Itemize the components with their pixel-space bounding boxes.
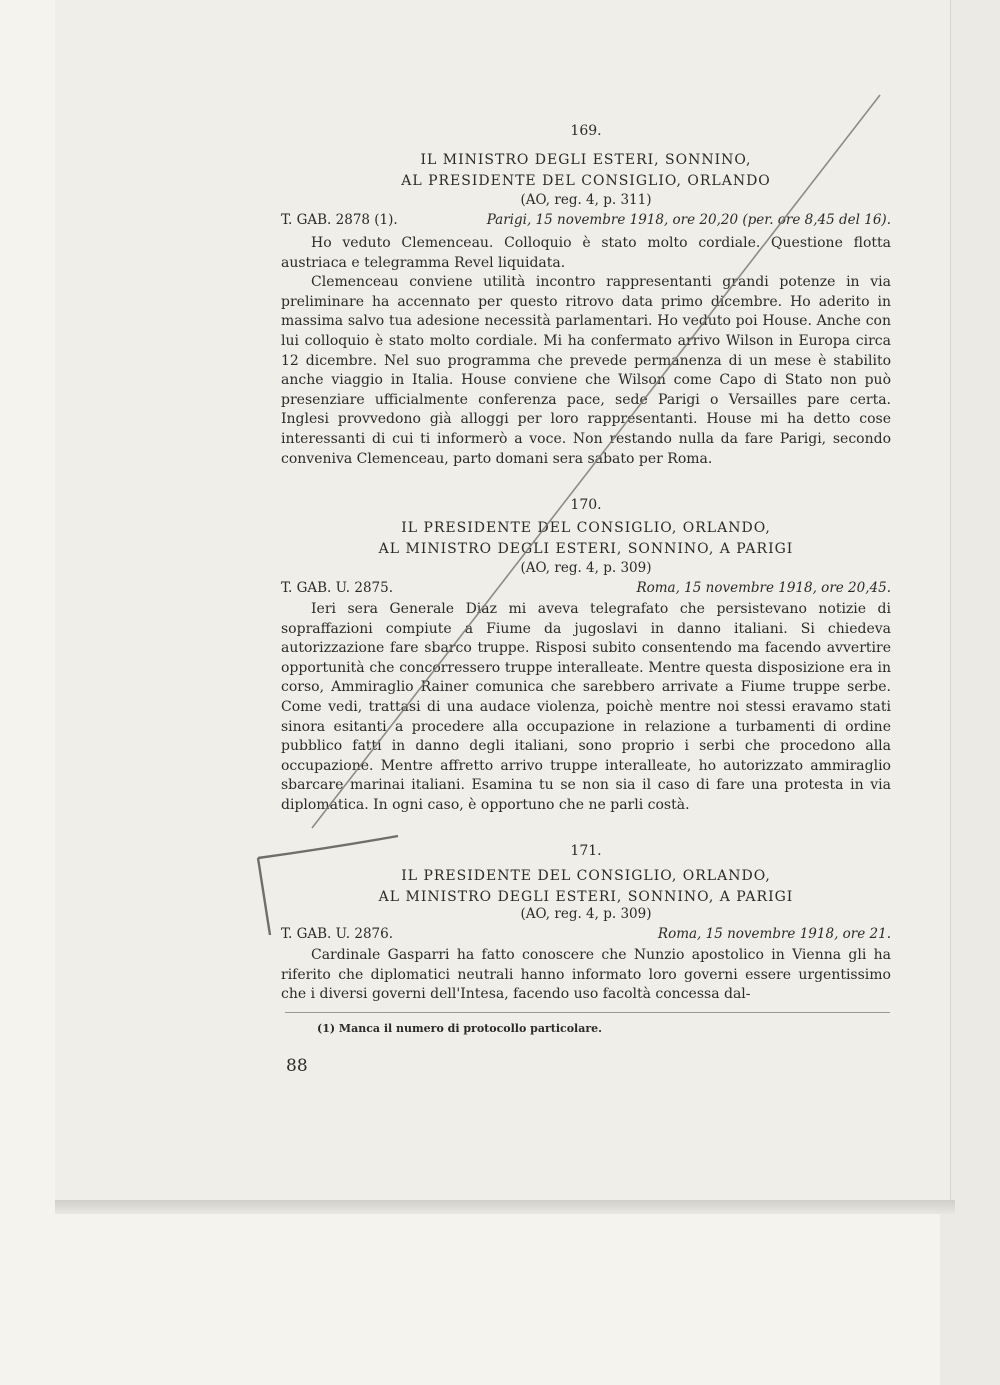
document-source: (AO, reg. 4, p. 309) (520, 560, 652, 576)
diagonal-strike-mark (312, 95, 880, 828)
heading-line: IL MINISTRO DEGLI ESTERI, SONNINO, (420, 152, 752, 168)
telegram-date: Roma, 15 novembre 1918, ore 20,45. (636, 580, 891, 596)
document-source: (AO, reg. 4, p. 309) (520, 906, 652, 922)
paragraph: Ho veduto Clemenceau. Colloquio è stato molto cordiale. Questione flotta austriaca e telegramma Revel liquidata. (281, 235, 891, 271)
telegram-date: Roma, 15 novembre 1918, ore 21. (657, 926, 891, 942)
paragraph: Clemenceau conviene utilità incontro rappresentanti grandi potenze in via preliminare ha accennato per questo ritrovo data primo dicembre. Ho aderito in massima salvo tua adesione necessità parlamentari. Ho veduto poi House. Anche con lui colloquio è stato molto cordiale. Mi ha confermato arrivo Wilson in Europa circa 12 dicembre. Nel suo programma che prevede permanenza di un mese è stabilito anche viaggio in Italia. House conviene che Wilson come Capo di Stato non può presenziare ufficialmente conferenza pace, sede Parigi o Versailles pare certa. Inglesi provvedono già alloggi per loro rappresentanti. House mi ha detto cose interessanti di cui ti informerò a voce. Non restando nulla da fare Parigi, secondo conveniva Clemenceau, parto domani sera sabato per Roma. (281, 274, 891, 467)
document-number: 171. (570, 843, 602, 859)
telegram-id: T. GAB. U. 2876. (281, 926, 394, 942)
document-number: 169. (570, 123, 602, 139)
document-source: (AO, reg. 4, p. 311) (520, 192, 652, 208)
telegram-date: Parigi, 15 novembre 1918, ore 20,20 (per. ore 8,45 del 16). (486, 212, 891, 228)
heading-line: IL PRESIDENTE DEL CONSIGLIO, ORLANDO, (401, 868, 771, 884)
heading-line: AL MINISTRO DEGLI ESTERI, SONNINO, A PARIGI (378, 889, 794, 905)
bracket-mark-side (258, 858, 270, 935)
heading-line: IL PRESIDENTE DEL CONSIGLIO, ORLANDO, (401, 520, 771, 536)
heading-line: AL PRESIDENTE DEL CONSIGLIO, ORLANDO (401, 173, 771, 189)
bracket-mark-top (258, 836, 398, 858)
document-number: 170. (570, 497, 602, 513)
paragraph: Ieri sera Generale Diaz mi aveva telegrafato che persistevano notizie di sopraffazioni compiute a Fiume da jugoslavi in danno italiani. Si chiedeva autorizzazione fare sbarco truppe. Risposi subito consentendo ma facendo avvertire opportunità che concorressero truppe interalleate. Mentre questa disposizione era in corso, Ammiraglio Rainer comunica che sarebbero arrivate a Fiume truppe serbe. Come vedi, trattasi di una audace violenza, poichè mentre noi stessi eravamo stati sinora esitanti a procedere alla occupazione in relazione a turbamenti di ordine pubblico fatti in danno degli italiani, sono proprio i serbi che procedono alla occupazione. Mentre affretto arrivo truppe interalleate, ho autorizzato ammiraglio sbarcare marinai italiani. Esamina tu se non sia il caso di fare una protesta in via diplomatica. In ogni caso, è opportuno che ne parli costà. (281, 601, 891, 813)
telegram-id: T. GAB. U. 2875. (281, 580, 394, 596)
heading-line: AL MINISTRO DEGLI ESTERI, SONNINO, A PARIGI (378, 541, 794, 557)
footnote: (1) Manca il numero di protocollo particolare. (317, 1022, 602, 1035)
telegram-id: T. GAB. 2878 (1). (281, 212, 398, 228)
paragraph: Cardinale Gasparri ha fatto conoscere che Nunzio apostolico in Vienna gli ha riferito che diplomatici neutrali hanno informato loro governi essere urgentissimo che i diversi governi dell'Intesa, facendo uso facoltà concessa dal- (281, 947, 891, 1003)
page-number: 88 (286, 1056, 308, 1076)
